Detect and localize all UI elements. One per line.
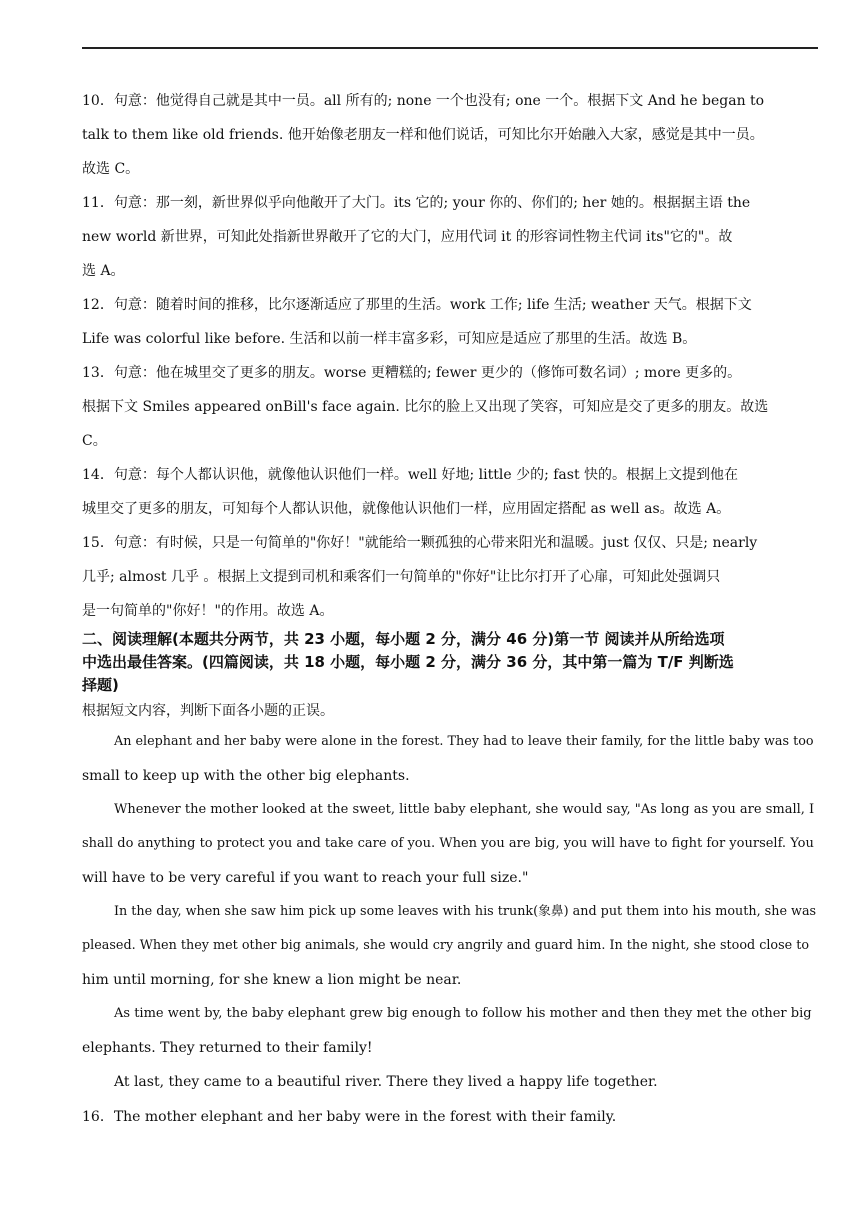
section-heading-line: 择题)	[82, 676, 119, 694]
passage-paragraph	[82, 997, 818, 1065]
explanation-15	[82, 526, 818, 628]
explanation-line: 14．句意：每个人都认识他，就像他认识他们一样。well 好地; little 少的; fast 快的。根据上文提到他在	[82, 467, 739, 483]
explanation-12	[82, 288, 818, 356]
passage-paragraph	[82, 1065, 818, 1099]
explanation-line: 是一句简单的"你好！"的作用。故选 A。	[82, 603, 334, 619]
explanation-line: 几乎; almost 几乎 。根据上文提到司机和乘客们一句简单的"你好"让比尔打开了心扉，可知此处强调只	[82, 569, 721, 585]
reading-passage	[82, 725, 818, 1099]
passage-paragraph	[82, 793, 818, 895]
instruction-text: 根据短文内容，判断下面各小题的正误。	[82, 703, 334, 719]
explanation-14	[82, 458, 818, 526]
passage-line: Whenever the mother looked at the sweet, little baby elephant, she would say, "As long as you are small, I	[114, 802, 815, 817]
section-heading-line: 中选出最佳答案。(四篇阅读，共 18 小题，每小题 2 分，满分 36 分，其中第一篇为 T/F 判断选	[82, 653, 734, 671]
passage-line: shall do anything to protect you and take care of you. When you are big, you will have to fight for yourself. You	[82, 836, 814, 851]
explanation-line: 13．句意：他在城里交了更多的朋友。worse 更糟糕的; fewer 更少的（修饰可数名词）; more 更多的。	[82, 365, 742, 381]
explanation-line: Life was colorful like before. 生活和以前一样丰富多彩，可知应是适应了那里的生活。故选 B。	[82, 331, 697, 347]
passage-paragraph	[82, 725, 818, 793]
explanation-line: 10．句意：他觉得自己就是其中一员。all 所有的; none 一个也没有; one 一个。根据下文 And he began to	[82, 93, 765, 109]
explanation-line: 城里交了更多的朋友，可知每个人都认识他，就像他认识他们一样，应用固定搭配 as well as。故选 A。	[82, 501, 731, 517]
page-content	[82, 84, 818, 1133]
passage-line: him until morning, for she knew a lion might be near.	[82, 972, 462, 988]
explanation-line: new world 新世界，可知此处指新世界敞开了它的大门，应用代词 it 的形容词性物主代词 its"它的"。故	[82, 229, 733, 245]
explanation-13	[82, 356, 818, 458]
explanation-line: 故选 C。	[82, 161, 140, 177]
explanation-line: 12．句意：随着时间的推移，比尔逐渐适应了那里的生活。work 工作; life 生活; weather 天气。根据下文	[82, 297, 752, 313]
explanation-line: talk to them like old friends. 他开始像老朋友一样和他们说话，可知比尔开始融入大家，感觉是其中一员。	[82, 127, 764, 143]
section-heading-line: 二、阅读理解(本题共分两节，共 23 小题，每小题 2 分，满分 46 分)第一节 阅读并从所给选项	[82, 630, 725, 648]
explanation-line: C。	[82, 433, 107, 449]
passage-line: In the day, when she saw him pick up some leaves with his trunk(象鼻) and put them into his mouth, she was	[114, 904, 817, 919]
explanation-10	[82, 84, 818, 186]
section-heading	[82, 628, 818, 697]
explanation-line: 根据下文 Smiles appeared onBill's face again. 比尔的脸上又出现了笑容，可知应是交了更多的朋友。故选	[82, 399, 769, 415]
passage-paragraph	[82, 895, 818, 997]
passage-line: At last, they came to a beautiful river. There they lived a happy life together.	[114, 1074, 658, 1090]
header-rule	[82, 47, 818, 49]
explanation-11	[82, 186, 818, 288]
passage-line: pleased. When they met other big animals, she would cry angrily and guard him. In the night, she stood close to	[82, 938, 810, 953]
passage-line: As time went by, the baby elephant grew big enough to follow his mother and then they met the other big	[114, 1006, 812, 1021]
passage-line: elephants. They returned to their family!	[82, 1040, 373, 1056]
explanation-line: 11．句意：那一刻，新世界似乎向他敞开了大门。its 它的; your 你的、你们的; her 她的。根据据主语 the	[82, 195, 751, 211]
passage-line: will have to be very careful if you want to reach your full size."	[82, 870, 529, 886]
passage-line: small to keep up with the other big elephants.	[82, 768, 410, 784]
explanation-line: 选 A。	[82, 263, 125, 279]
question-16: 16．The mother elephant and her baby were in the forest with their family.	[82, 1109, 617, 1125]
explanation-line: 15．句意：有时候，只是一句简单的"你好！"就能给一颗孤独的心带来阳光和温暖。just 仅仅、只是; nearly	[82, 535, 758, 551]
passage-line: An elephant and her baby were alone in the forest. They had to leave their family, for the little baby was too	[114, 734, 814, 749]
